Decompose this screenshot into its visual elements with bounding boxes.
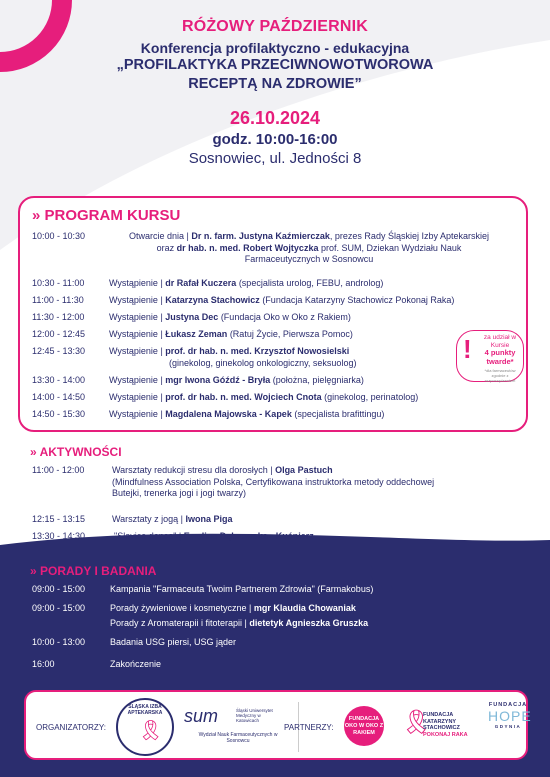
program-title: » PROGRAM KURSU — [32, 207, 181, 224]
pharmacy-chamber-logo: ŚLĄSKA IZBA APTEKARSKA 🎗 — [116, 698, 174, 756]
program-box — [18, 196, 528, 432]
row-time: 14:00 - 14:50 — [32, 392, 86, 402]
row-desc: Wystąpienie | Katarzyna Stachowicz (Fundacja Katarzyny Stachowicz Pokonaj Raka) — [109, 295, 455, 305]
row-time: 12:45 - 13:30 — [32, 346, 86, 356]
header — [0, 18, 550, 167]
row-desc: Wystąpienie | prof. dr hab. n. med. Wojciech Cnota (ginekolog, perinatolog) — [109, 392, 419, 402]
row-time: 11:00 - 12:00 — [32, 465, 85, 475]
row-time: 14:50 - 15:30 — [32, 409, 86, 419]
row-time: 10:30 - 11:00 — [32, 278, 85, 288]
row-time: 09:00 - 15:00 — [32, 603, 86, 613]
row-desc: Kampania "Farmaceuta Twoim Partnerem Zdrowia" (Farmakobus) — [110, 584, 374, 594]
row-desc: Zakończenie — [110, 659, 162, 669]
row-desc: Otwarcie dnia | Dr n. farm. Justyna Kaźmierczak, prezes Rady Śląskiej Izby Aptekarskiej oraz dr hab. n. med. Robert Wojtyczka prof. SUM, Dziekan Wydziału Nauk Farmaceutycznych w Sosnowcu — [128, 231, 489, 264]
row-desc: Warsztaty redukcji stresu dla dorosłych | Olga Pastuch (Mindfulness Association Polska, Certyfikowana instruktorka metody oddechowej Butejki, trenerka jogi i jogi twarzy) — [112, 465, 435, 498]
theme-line-1: „PROFILAKTYKA PRZECIWNOWOTWOROWA — [116, 57, 434, 73]
row-time: 13:30 - 14:30 — [32, 531, 86, 541]
row-time: 13:30 - 14:00 — [32, 375, 86, 385]
organizers-label: ORGANIZATORZY: — [36, 723, 106, 732]
row-time: 09:00 - 15:00 — [32, 584, 86, 594]
partners-label: PARTNERZY: — [284, 723, 334, 732]
ribbon-icon: 🎗 — [401, 709, 432, 736]
footer-logos: ORGANIZATORZY: ŚLĄSKA IZBA APTEKARSKA 🎗 sum Śląski Uniwersytet Medyczny w Katowicach Wydział Nauk Farmaceutycznych w Sosnowcu PARTNERZY: FUNDACJA OKO W OKO Z RAKIEM 🎗 FUNDACJA KATARZYNY STACHOWICZ POKONAJ RAKA FUNDACJA HOPE GDYNIA — [24, 690, 528, 760]
ribbon-icon: 🎗 — [138, 720, 164, 742]
row-desc: Porady żywieniowe i kosmetyczne | mgr Klaudia Chowaniak Porady z Aromaterapii i fitoterapii | dietetyk Agnieszka Gruszka — [110, 603, 369, 628]
event-title: RÓŻOWY PAŹDZIERNIK — [181, 18, 369, 35]
row-desc: Badania USG piersi, USG jąder — [110, 637, 237, 647]
row-desc: "Slavica dance" | Ewelina Dąbrowska - Kuśnierz — [114, 531, 314, 541]
row-desc: Wystąpienie | mgr Iwona Góźdź - Bryła (położna, pielęgniarka) — [109, 375, 364, 385]
badge-line-1: za udział w Kursie — [483, 334, 517, 349]
event-date: 26.10.2024 — [229, 108, 321, 128]
row-desc: Warsztaty z jogą | Iwona Piga — [112, 514, 233, 524]
row-time: 11:00 - 11:30 — [32, 295, 84, 305]
row-time: 11:30 - 12:00 — [32, 312, 85, 322]
activities-title: » AKTYWNOŚCI — [30, 445, 122, 459]
row-time: 10:00 - 10:30 — [32, 231, 86, 241]
badge-note: *dla farmaceutów zgodnie z rozporządzeniem — [484, 368, 516, 383]
theme-line-2: RECEPTĄ NA ZDROWIE” — [188, 76, 362, 92]
row-desc: Wystąpienie | prof. dr hab. n. med. Krzysztof Nowosielski (ginekolog, ginekolog onkologiczny, seksuolog) — [109, 346, 357, 368]
row-desc: Wystąpienie | Łukasz Zeman (Ratuj Życie, Pierwsza Pomoc) — [109, 329, 353, 339]
row-desc: Wystąpienie | dr Rafał Kuczera (specjalista urolog, FEBU, androlog) — [109, 278, 384, 288]
row-time: 16:00 — [32, 659, 55, 669]
row-time: 12:00 - 12:45 — [32, 329, 86, 339]
event-subtitle: Konferencja profilaktyczno - edukacyjna — [140, 40, 410, 56]
event-place: Sosnowiec, ul. Jedności 8 — [188, 150, 362, 167]
row-time: 10:00 - 13:00 — [32, 637, 86, 647]
row-desc: Wystąpienie | Justyna Dec (Fundacja Oko w Oko z Rakiem) — [109, 312, 351, 322]
points-badge — [456, 330, 524, 382]
event-time: godz. 10:00-16:00 — [212, 131, 338, 148]
hope-foundation-logo: FUNDACJA HOPE GDYNIA — [488, 702, 532, 729]
row-time: 12:15 - 13:15 — [32, 514, 86, 524]
advice-title: » PORADY I BADANIA — [30, 564, 157, 578]
badge-line-2: 4 punkty twarde* — [484, 348, 516, 366]
oko-w-oko-logo: FUNDACJA OKO W OKO Z RAKIEM — [344, 706, 384, 746]
exclamation-icon: ! — [463, 334, 472, 364]
row-desc: Wystąpienie | Magdalena Majowska - Kapek (specjalista brafittingu) — [109, 409, 385, 419]
